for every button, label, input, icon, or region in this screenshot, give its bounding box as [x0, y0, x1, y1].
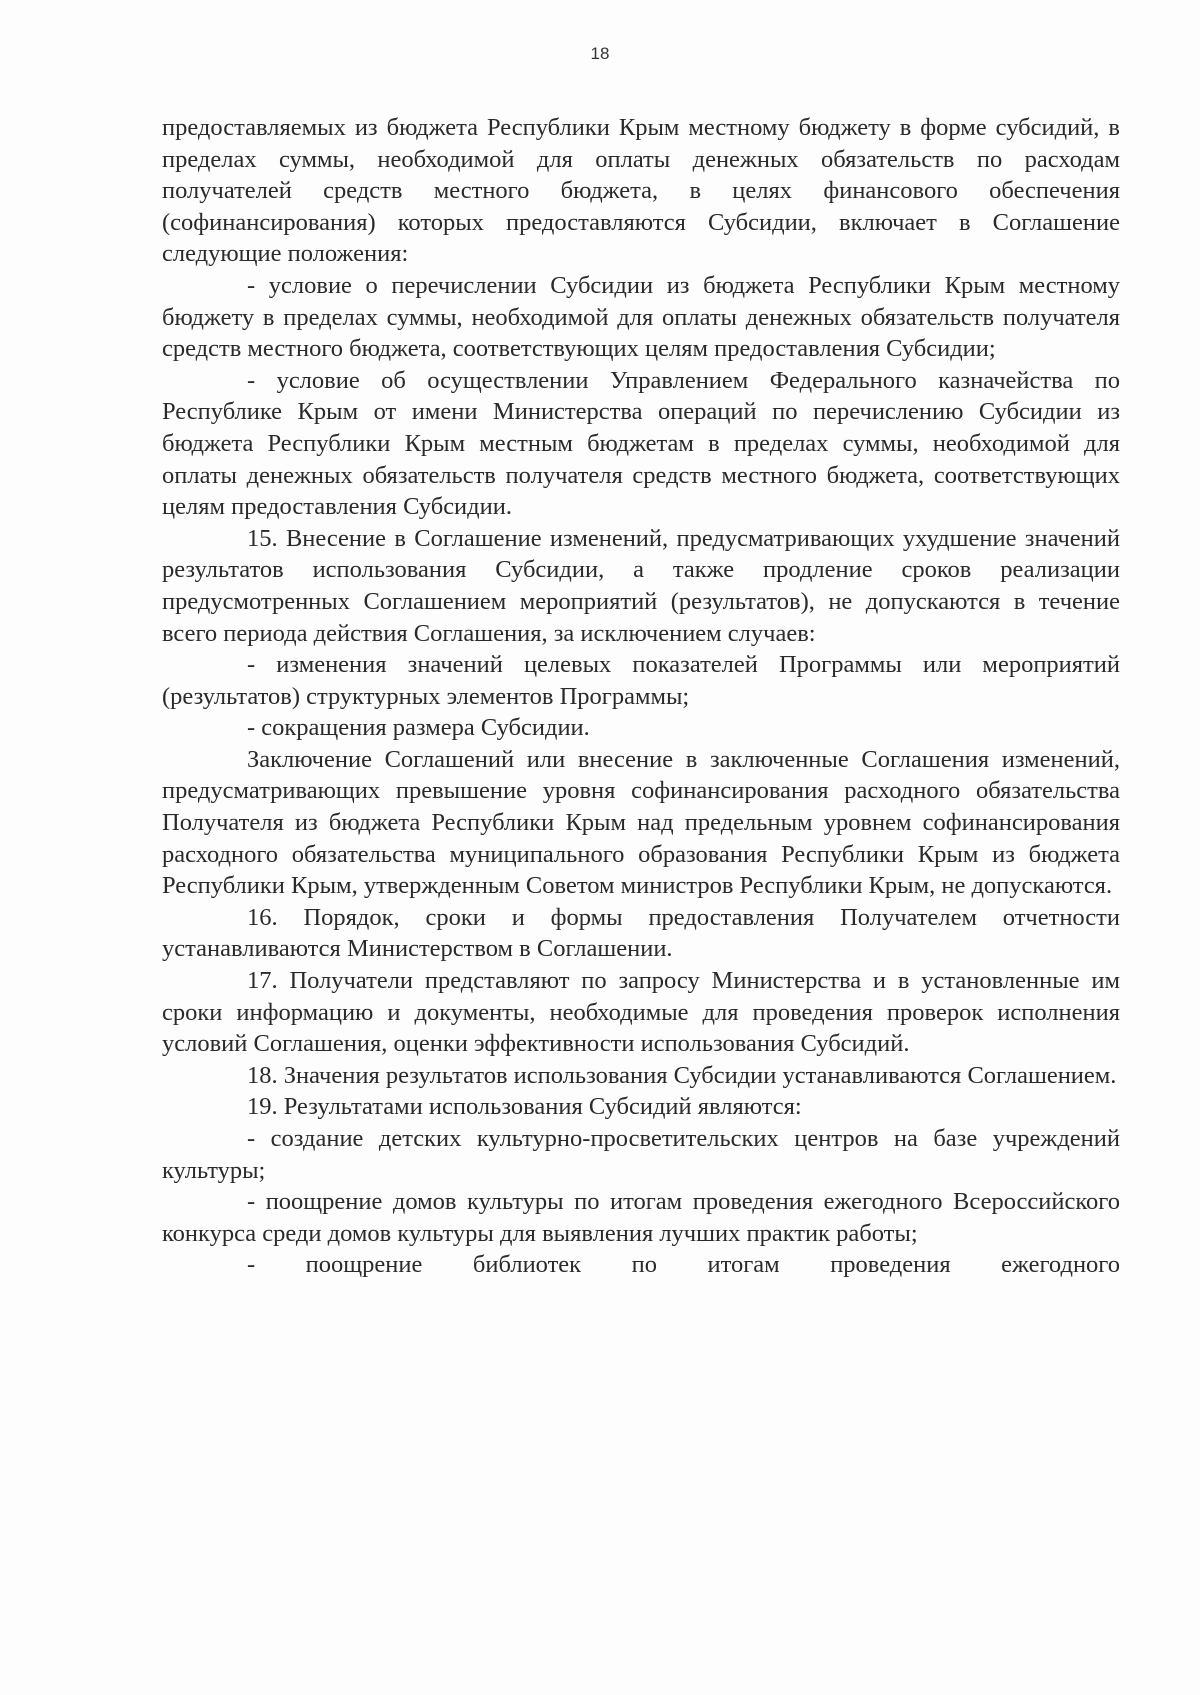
clause-18: 18. Значения результатов использования Субсидии устанавливаются Соглашением. — [247, 1061, 1117, 1089]
paragraph-continuation: предоставляемых из бюджета Республики Крым местному бюджету в форме субсидий, в пределах суммы, необходимой для оплаты денежных обязательств по расходам получателей средств местного бюджета, в целях финансового обеспечения (софинансирования) которых предоставляются Субсидии, включает в Соглашение следующие положения: — [162, 114, 1120, 268]
clause-16: 16. Порядок, сроки и формы предоставления Получателем отчетности устанавливаются Министерством в Соглашении. — [162, 903, 1120, 963]
list-item-children-centers: - создание детских культурно-просветительских центров на базе учреждений культуры; — [162, 1125, 1120, 1184]
clause-15: 15. Внесение в Соглашение изменений, предусматривающих ухудшение значений результатов использования Субсидии, а также продление сроков реализации предусмотренных Соглашением мероприятий (результатов), не допускаются в течение всего периода действия Соглашения, за исключением случаев: — [162, 524, 1120, 647]
list-item-condition-treasury: - условие об осуществлении Управлением Федерального казначейства по Республике Крым от имени Министерства операций по перечислению Субсидии из бюджета Республики Крым местным бюджетам в пределах суммы, необходимой для оплаты денежных обязательств получателя средств местного бюджета, соответствующих целям предоставления Субсидии. — [162, 366, 1120, 521]
clause-19: 19. Результатами использования Субсидий являются: — [247, 1093, 802, 1121]
list-item-libraries: - поощрение библиотек по итогам проведения ежегодного — [247, 1251, 1120, 1279]
document-body — [162, 112, 1120, 1281]
list-item-reduce-subsidy: - сокращения размера Субсидии. — [247, 714, 590, 742]
list-item-change-indicators: - изменения значений целевых показателей Программы или мероприятий (результатов) структурных элементов Программы; — [162, 651, 1120, 710]
paragraph-agreement-conclusion: Заключение Соглашений или внесение в заключенные Соглашения изменений, предусматривающих превышение уровня софинансирования расходного обязательства Получателя из бюджета Республики Крым над предельным уровнем софинансирования расходного обязательства муниципального образования Республики Крым из бюджета Республики Крым, утвержденным Советом министров Республики Крым, не допускаются. — [162, 745, 1120, 900]
clause-17: 17. Получатели представляют по запросу Министерства и в установленные им сроки информацию и документы, необходимые для проведения проверок исполнения условий Соглашения, оценки эффективности использования Субсидий. — [162, 967, 1120, 1058]
list-item-culture-houses: - поощрение домов культуры по итогам проведения ежегодного Всероссийского конкурса среди домов культуры для выявления лучших практик работы; — [162, 1188, 1120, 1247]
page-number: 18 — [590, 44, 610, 63]
list-item-condition-transfer: - условие о перечислении Субсидии из бюджета Республики Крым местному бюджету в пределах суммы, необходимой для оплаты денежных обязательств получателя средств местного бюджета, соответствующих целям предоставления Субсидии; — [162, 271, 1120, 363]
